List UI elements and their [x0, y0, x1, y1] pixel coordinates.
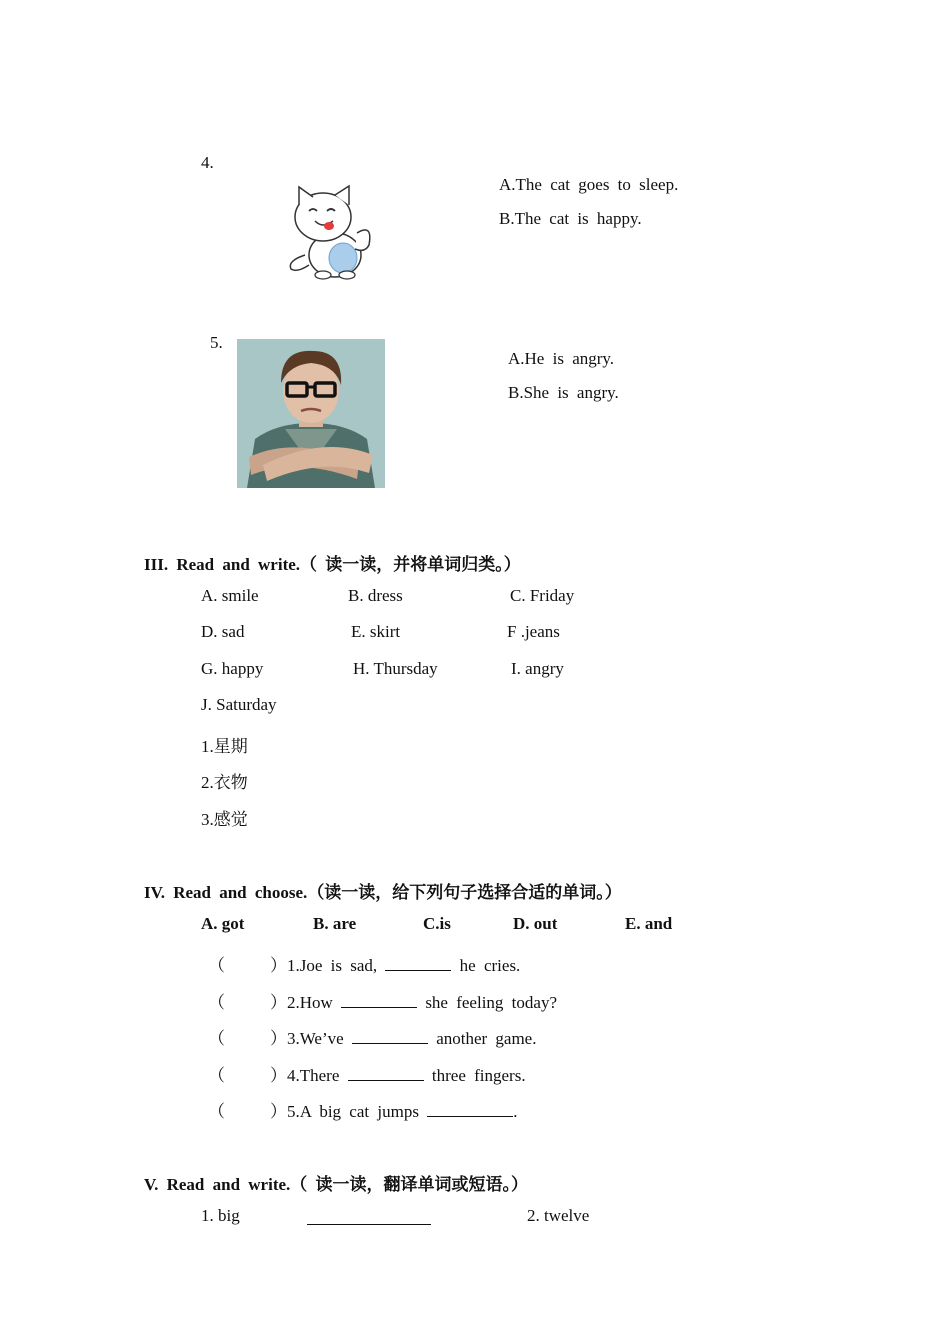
word-item: F .jeans — [507, 622, 560, 641]
choice-option: A. got — [201, 914, 245, 933]
translate-item-2: 2. twelve — [527, 1206, 590, 1225]
word-item: C. Friday — [510, 586, 575, 605]
section4-title — [144, 878, 622, 903]
section5-title-en: V. Read and write. — [144, 1175, 291, 1194]
answer-blank[interactable] — [385, 956, 451, 971]
q5-option-a: A.He is angry. — [508, 349, 615, 368]
word-item: I. angry — [511, 659, 564, 678]
item-text-pre: 2.How — [287, 993, 342, 1012]
answer-paren-open: （ — [208, 1029, 225, 1048]
word-item: B. dress — [348, 586, 403, 605]
answer-paren-close: ） — [270, 1066, 287, 1085]
word-item: J. Saturday — [201, 695, 277, 714]
q5-option-b: B.She is angry. — [508, 383, 619, 402]
choice-option: C.is — [423, 914, 451, 933]
item-text-post: three fingers. — [423, 1066, 526, 1085]
item-text-post: he cries. — [451, 956, 521, 975]
word-item: E. skirt — [351, 622, 401, 641]
section3-title-en: III. Read and write. — [144, 555, 301, 574]
answer-paren-close: ） — [270, 993, 287, 1012]
choice-option: B. are — [313, 914, 357, 933]
answer-blank[interactable] — [352, 1029, 428, 1044]
section4-title-en: IV. Read and choose. — [144, 883, 308, 902]
q4-option-b: B.The cat is happy. — [499, 209, 642, 228]
q4-number: 4. — [201, 153, 214, 172]
section5-title — [144, 1170, 528, 1195]
translate-item-1: 1. big — [201, 1206, 240, 1225]
item-text-post: she feeling today? — [417, 993, 557, 1012]
q5-number: 5. — [210, 333, 223, 352]
item-text-post: another game. — [427, 1029, 537, 1048]
translate-blank-1[interactable] — [307, 1210, 431, 1225]
choose-item-3 — [208, 1024, 536, 1049]
word-item: D. sad — [201, 622, 245, 641]
q4-option-a: A.The cat goes to sleep. — [499, 175, 679, 194]
word-item: G. happy — [201, 659, 264, 678]
word-item: H. Thursday — [353, 659, 438, 678]
angry-boy-photo — [237, 339, 385, 488]
answer-paren-open: （ — [208, 993, 225, 1012]
choose-item-4 — [208, 1061, 526, 1086]
section5-title-cn: （ 读一读，翻译单词或短语。） — [290, 1175, 529, 1194]
answer-blank[interactable] — [348, 1066, 424, 1081]
answer-paren-close: ） — [270, 1102, 287, 1121]
choose-item-2 — [208, 988, 557, 1013]
cat-cartoon-image — [283, 183, 377, 281]
category-clothes: 2.衣物 — [201, 773, 248, 792]
answer-paren-close: ） — [270, 1029, 287, 1048]
category-feelings: 3.感觉 — [201, 810, 248, 829]
answer-paren-open: （ — [208, 956, 225, 975]
answer-paren-open: （ — [208, 1102, 225, 1121]
section4-title-cn: （读一读，给下列句子选择合适的单词。） — [307, 883, 622, 902]
answer-paren-open: （ — [208, 1066, 225, 1085]
choice-option: E. and — [625, 914, 673, 933]
item-text-post: . — [513, 1102, 518, 1121]
answer-paren-close: ） — [270, 956, 287, 975]
choose-item-1 — [208, 951, 520, 976]
item-text-pre: 3.We’ve — [287, 1029, 352, 1048]
item-text-pre: 5.A big cat jumps — [287, 1102, 428, 1121]
section3-title — [144, 550, 521, 575]
choose-item-5 — [208, 1097, 517, 1122]
item-text-pre: 1.Joe is sad, — [287, 956, 386, 975]
word-item: A. smile — [201, 586, 259, 605]
item-text-pre: 4.There — [287, 1066, 348, 1085]
answer-blank[interactable] — [341, 993, 417, 1008]
section3-title-cn: （ 读一读，并将单词归类。） — [300, 555, 521, 574]
answer-blank[interactable] — [427, 1102, 513, 1117]
category-weekdays: 1.星期 — [201, 737, 248, 756]
choice-option: D. out — [513, 914, 558, 933]
